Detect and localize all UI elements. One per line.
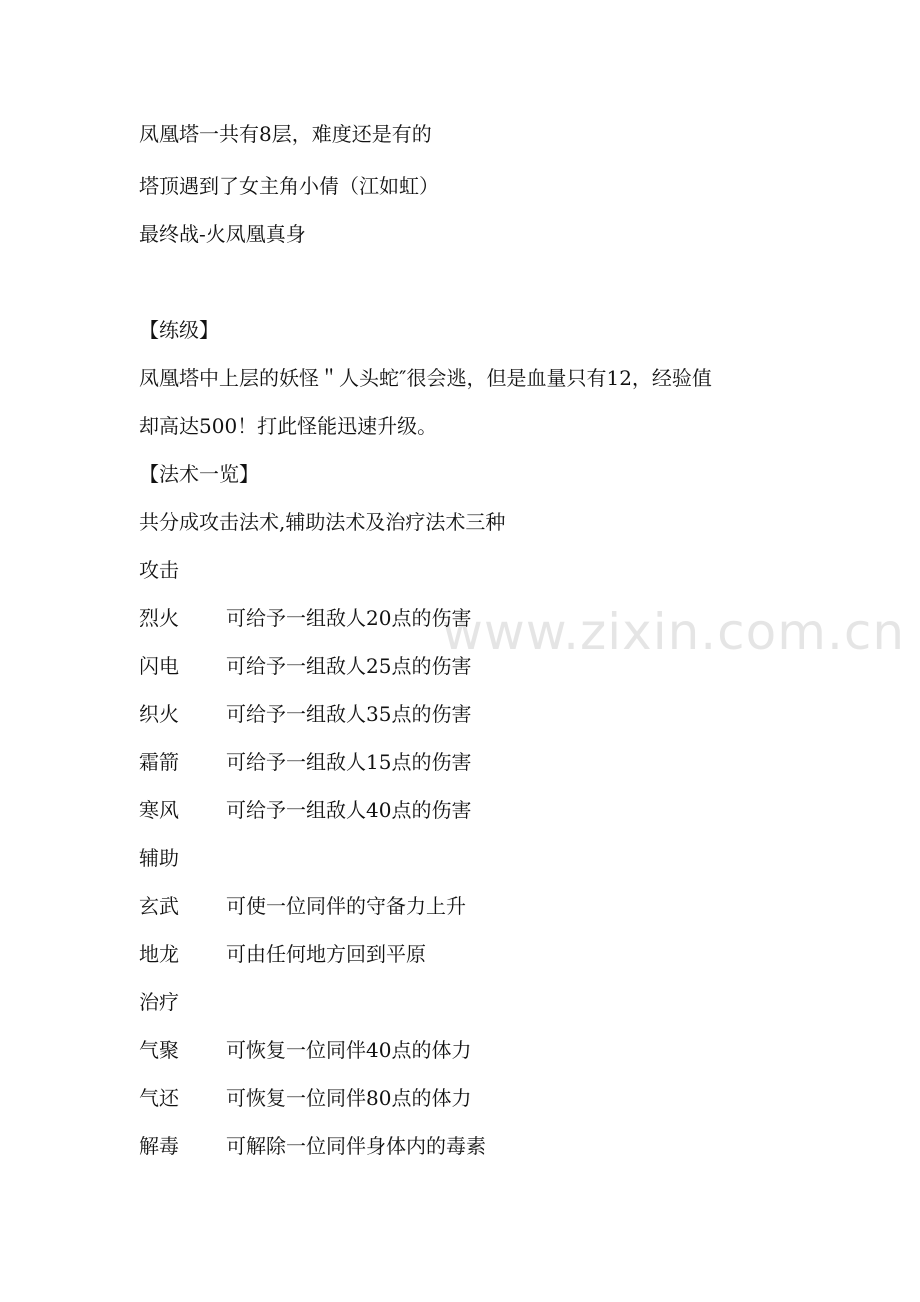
spell-name: 寒风 [139,798,179,822]
spell-description: 可恢复一位同伴80点的体力 [226,1086,472,1110]
spell-row [139,797,471,823]
healing-section-label: 治疗 [139,990,179,1014]
leveling-heading: 【练级】 [139,318,219,342]
spells-heading: 【法术一览】 [139,462,259,486]
leveling-paragraph-line-1: 凤凰塔中上层的妖怪＂人头蛇″很会逃，但是血量只有12，经验值 [139,366,712,390]
spell-row [139,605,471,631]
spell-description: 可给予一组敌人40点的伤害 [226,798,472,822]
intro-line-floors: 凤凰塔一共有8层，难度还是有的 [139,122,432,146]
spell-row [139,893,466,919]
spell-name: 解毒 [139,1134,179,1158]
spell-row [139,653,471,679]
spell-name: 气聚 [139,1038,179,1062]
spell-name: 烈火 [139,606,179,630]
leveling-paragraph-line-2: 却高达500！打此怪能迅速升级。 [139,414,438,438]
spell-description: 可解除一位同伴身体内的毒素 [226,1134,486,1158]
spell-description: 可给予一组敌人15点的伤害 [226,750,472,774]
spell-description: 可给予一组敌人20点的伤害 [226,606,472,630]
spell-description: 可给予一组敌人25点的伤害 [226,654,472,678]
spell-row [139,941,426,967]
spell-description: 可由任何地方回到平原 [226,942,426,966]
spell-row [139,1037,471,1063]
spell-row [139,749,471,775]
spell-description: 可给予一组敌人35点的伤害 [226,702,472,726]
intro-line-heroine: 塔顶遇到了女主角小倩（江如虹） [139,174,439,198]
spell-name: 气还 [139,1086,179,1110]
spells-summary: 共分成攻击法术,辅助法术及治疗法术三种 [139,510,506,534]
spell-description: 可恢复一位同伴40点的体力 [226,1038,472,1062]
spell-name: 霜箭 [139,750,179,774]
spell-name: 闪电 [139,654,179,678]
intro-line-final-battle: 最终战-火凤凰真身 [139,222,306,246]
spell-name: 地龙 [139,942,179,966]
spell-description: 可使一位同伴的守备力上升 [226,894,466,918]
spell-name: 玄武 [139,894,179,918]
spell-row [139,1085,471,1111]
support-section-label: 辅助 [139,846,179,870]
attack-section-label: 攻击 [139,558,179,582]
watermark: www.zixin.com.cn [442,603,906,661]
spell-name: 织火 [139,702,179,726]
spell-row [139,701,471,727]
spell-row [139,1133,486,1159]
